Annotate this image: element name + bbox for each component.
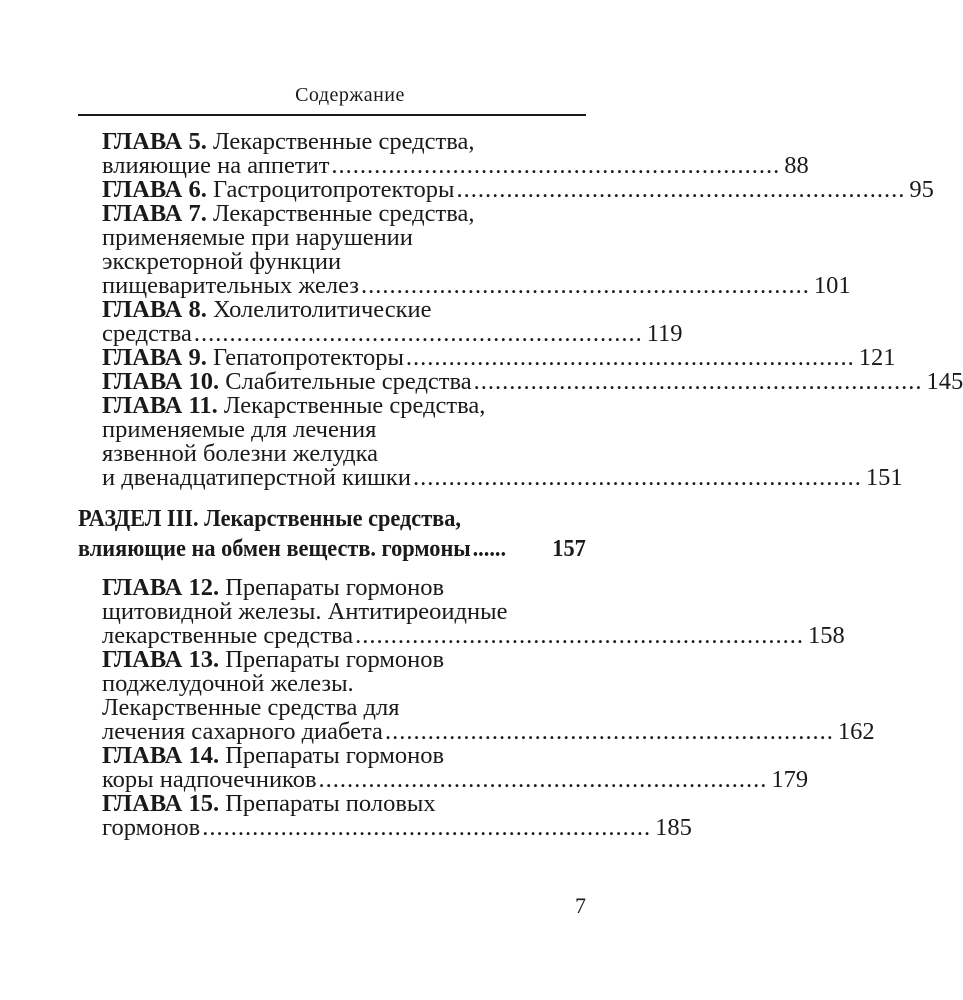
toc-section-title-line: РАЗДЕЛ III. Лекарственные средства, bbox=[78, 506, 461, 532]
toc-entry-title-line: Лекарственные средства, bbox=[212, 200, 475, 227]
toc-entry-chapter-10[interactable] bbox=[78, 368, 963, 395]
toc-entry-title-line: Препараты гормонов bbox=[225, 742, 445, 769]
toc-entry-chapter-13[interactable] bbox=[78, 646, 875, 745]
toc-entry-chapter-15[interactable] bbox=[78, 790, 692, 841]
toc-entry-title-line: Лекарственные средства для bbox=[102, 694, 400, 721]
toc-entry-page: 145 bbox=[926, 368, 963, 395]
toc-entry-title-line: применяемые при нарушении bbox=[102, 224, 413, 251]
toc-entry-title-line: гормонов bbox=[102, 814, 201, 841]
toc-entry-title-line: применяемые для лечения bbox=[102, 416, 377, 443]
toc-entry-chapter-6[interactable] bbox=[78, 176, 934, 203]
toc-entry-chapter-7[interactable] bbox=[78, 200, 851, 299]
toc-entry-label: ГЛАВА 6. bbox=[102, 176, 207, 203]
leader-dots: ............................................................... bbox=[202, 814, 652, 841]
toc-section-page: 157 bbox=[552, 536, 586, 562]
toc-section-title-line: влияющие на обмен веществ. гормоны bbox=[78, 536, 471, 562]
toc-entry-label: ГЛАВА 8. bbox=[102, 296, 207, 323]
toc-entry-title-line: и двенадцатиперстной кишки bbox=[102, 464, 411, 491]
toc-entry-label: ГЛАВА 7. bbox=[102, 200, 207, 227]
toc-entry-page: 158 bbox=[808, 622, 845, 649]
leader-dots: ............................................................... bbox=[360, 272, 810, 299]
toc-entry-title-line: Препараты половых bbox=[225, 790, 436, 817]
toc-entry-title-line: Гепатопротекторы bbox=[212, 344, 404, 371]
toc-entry-title-line: Препараты гормонов bbox=[225, 646, 445, 673]
leader-dots: ............................................................... bbox=[412, 464, 862, 491]
leader-dots: ............................................................... bbox=[456, 176, 906, 203]
toc-entry-title-line: поджелудочной железы. bbox=[102, 670, 354, 697]
table-of-contents bbox=[78, 128, 963, 841]
toc-entry-title-line: коры надпочечников bbox=[102, 766, 317, 793]
toc-entry-page: 151 bbox=[865, 464, 903, 491]
toc-entry-page: 119 bbox=[646, 320, 683, 347]
toc-entry-chapter-14[interactable] bbox=[78, 742, 809, 793]
page-number: 7 bbox=[575, 893, 586, 918]
toc-entry-chapter-9[interactable] bbox=[78, 344, 896, 371]
toc-entry-chapter-11[interactable] bbox=[78, 392, 903, 491]
toc-section-3[interactable] bbox=[78, 504, 586, 564]
toc-entry-label: ГЛАВА 5. bbox=[102, 128, 207, 155]
toc-entry-chapter-8[interactable] bbox=[78, 296, 683, 347]
leader-dots: ............................................................... bbox=[405, 344, 855, 371]
toc-entry-title-line: Лекарственные средства, bbox=[223, 392, 486, 419]
page-header-title: Содержание bbox=[295, 84, 405, 106]
toc-entry-chapter-12[interactable] bbox=[78, 574, 845, 649]
toc-entry-title-line: Слабительные средства bbox=[225, 368, 472, 395]
leader-dots: ............................................................... bbox=[384, 718, 834, 745]
leader-dots: ...... bbox=[472, 536, 507, 562]
toc-entry-title-line: Холелитолитические bbox=[212, 296, 432, 323]
toc-entry-page: 185 bbox=[655, 814, 692, 841]
leader-dots: ............................................................... bbox=[318, 766, 768, 793]
leader-dots: ............................................................... bbox=[355, 622, 805, 649]
toc-entry-label: ГЛАВА 13. bbox=[102, 646, 220, 673]
toc-entry-title-line: средства bbox=[102, 320, 192, 347]
toc-entry-title-line: влияющие на аппетит bbox=[102, 152, 330, 179]
toc-entry-label: ГЛАВА 14. bbox=[102, 742, 220, 769]
toc-entry-page: 95 bbox=[909, 176, 934, 203]
header-rule bbox=[78, 114, 586, 116]
toc-entry-page: 162 bbox=[837, 718, 875, 745]
toc-entry-title-line: Гастроцитопротекторы bbox=[212, 176, 455, 203]
leader-dots: ............................................................... bbox=[331, 152, 781, 179]
toc-entry-label: ГЛАВА 12. bbox=[102, 574, 220, 601]
toc-entry-title-line: щитовидной железы. Антитиреоидные bbox=[102, 598, 508, 625]
leader-dots: ............................................................... bbox=[193, 320, 643, 347]
toc-entry-label: ГЛАВА 15. bbox=[102, 790, 220, 817]
toc-entry-label: ГЛАВА 9. bbox=[102, 344, 207, 371]
leader-dots: ............................................................... bbox=[473, 368, 923, 395]
toc-entry-page: 179 bbox=[771, 766, 809, 793]
toc-entry-title-line: язвенной болезни желудка bbox=[102, 440, 379, 467]
toc-entry-page: 88 bbox=[784, 152, 809, 179]
toc-entry-title-line: Препараты гормонов bbox=[225, 574, 445, 601]
toc-entry-title-line: экскреторной функции bbox=[102, 248, 342, 275]
toc-entry-title-line: лечения сахарного диабета bbox=[102, 718, 383, 745]
toc-entry-page: 101 bbox=[813, 272, 851, 299]
toc-entry-title-line: лекарственные средства bbox=[102, 622, 354, 649]
toc-entry-page: 121 bbox=[858, 344, 896, 371]
toc-entry-title-line: пищеварительных желез bbox=[102, 272, 359, 299]
toc-entry-label: ГЛАВА 10. bbox=[102, 368, 220, 395]
toc-entry-chapter-5[interactable] bbox=[78, 128, 809, 179]
toc-entry-title-line: Лекарственные средства, bbox=[212, 128, 475, 155]
toc-entry-label: ГЛАВА 11. bbox=[102, 392, 218, 419]
